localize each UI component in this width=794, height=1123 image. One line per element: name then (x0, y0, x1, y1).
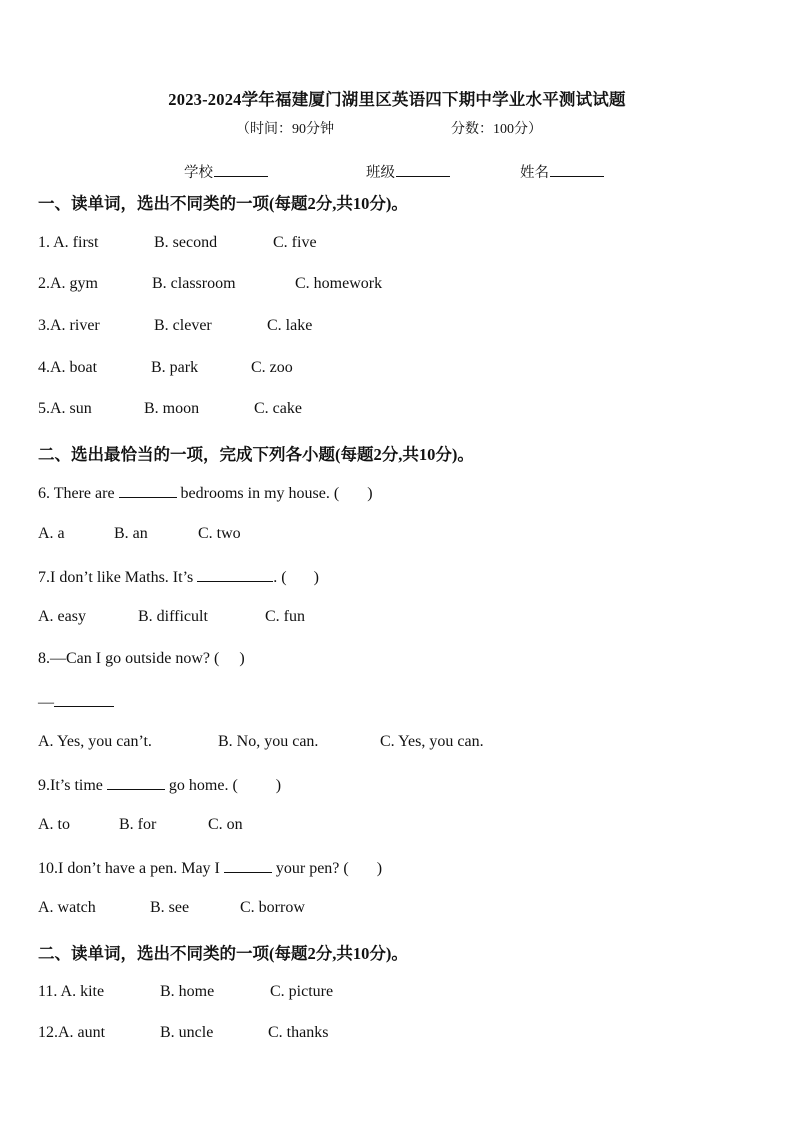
exam-time: （时间：90分钟 (236, 122, 334, 137)
option-a[interactable]: A. easy (38, 608, 86, 625)
question-stem (38, 858, 382, 878)
option-a[interactable]: 12.A. aunt (38, 1024, 106, 1041)
stem-text: 6. There are (38, 485, 119, 502)
option-c[interactable]: C. on (208, 816, 243, 833)
option-b[interactable]: B. for (119, 816, 157, 833)
stem-text: 7.I don’t like Maths. It’s (38, 569, 198, 586)
answer-blank[interactable] (107, 775, 165, 790)
class-field[interactable] (366, 161, 450, 182)
answer-blank[interactable] (119, 483, 177, 498)
stem-text: bedrooms in my house. ( (176, 485, 340, 502)
option-c[interactable]: C. Yes, you can. (380, 733, 484, 750)
school-field[interactable] (184, 161, 268, 182)
option-a[interactable]: 2.A. gym (38, 275, 98, 292)
answer-blank[interactable] (54, 692, 114, 707)
option-b[interactable]: B. classroom (152, 275, 236, 292)
name-field[interactable] (520, 161, 604, 182)
question-stem (38, 650, 245, 668)
option-c[interactable]: C. fun (265, 608, 305, 625)
option-c[interactable]: C. borrow (240, 899, 305, 916)
option-b[interactable]: B. moon (144, 400, 200, 417)
stem-text: 10.I don’t have a pen. May I (38, 860, 224, 877)
option-b[interactable]: B. difficult (138, 608, 208, 625)
option-a[interactable]: 5.A. sun (38, 400, 92, 417)
answer-blank[interactable] (197, 567, 273, 582)
option-a[interactable]: 1. A. first (38, 234, 99, 251)
option-b[interactable]: B. park (151, 359, 199, 376)
option-c[interactable]: C. lake (267, 317, 313, 334)
question-stem (38, 483, 373, 503)
section-heading-1: 一、读单词，选出不同类的一项(每题2分,共10分)。 (38, 194, 408, 213)
option-c[interactable]: C. picture (270, 983, 334, 1000)
option-b[interactable]: B. see (150, 899, 190, 916)
option-a[interactable]: 11. A. kite (38, 983, 105, 1000)
option-c[interactable]: C. zoo (251, 359, 293, 376)
option-a[interactable]: A. Yes, you can’t. (38, 733, 152, 750)
option-a[interactable]: A. watch (38, 899, 96, 916)
option-b[interactable]: B. home (160, 983, 215, 1000)
option-b[interactable]: B. uncle (160, 1024, 214, 1041)
stem-text: ) (275, 777, 282, 794)
section-heading-2: 二、选出最恰当的一项，完成下列各小题(每题2分,共10分)。 (38, 445, 474, 464)
stem-text: ) (367, 485, 373, 502)
option-b[interactable]: B. No, you can. (218, 733, 319, 750)
option-b[interactable]: B. second (154, 234, 218, 251)
stem-text: 9.It’s time (38, 777, 107, 794)
class-label: 班级 (366, 165, 395, 181)
class-blank[interactable] (396, 162, 450, 177)
dialogue-reply (38, 692, 114, 712)
school-blank[interactable] (214, 162, 268, 177)
name-blank[interactable] (550, 162, 604, 177)
option-c[interactable]: C. five (273, 234, 317, 251)
exam-score: 分数：100分） (451, 122, 542, 137)
stem-text: 8.—Can I go outside now? ( (38, 650, 220, 667)
stem-text: ) (376, 860, 383, 877)
stem-text: ) (239, 650, 245, 667)
name-label: 姓名 (520, 165, 549, 181)
option-b[interactable]: B. clever (154, 317, 212, 334)
stem-text: go home. ( (164, 777, 238, 794)
option-b[interactable]: B. an (114, 525, 148, 542)
option-c[interactable]: C. homework (295, 275, 383, 292)
school-label: 学校 (184, 165, 213, 181)
stem-text: ) (313, 569, 319, 586)
answer-blank[interactable] (224, 858, 272, 873)
question-stem (38, 567, 319, 587)
option-a[interactable]: 4.A. boat (38, 359, 98, 376)
question-stem (38, 775, 281, 795)
option-c[interactable]: C. cake (254, 400, 302, 417)
option-a[interactable]: A. to (38, 816, 70, 833)
option-c[interactable]: C. two (198, 525, 241, 542)
dash-mark: — (38, 694, 54, 711)
option-a[interactable]: 3.A. river (38, 317, 100, 334)
option-a[interactable]: A. a (38, 525, 65, 542)
stem-text: your pen? ( (271, 860, 349, 877)
exam-title: 2023-2024学年福建厦门湖里区英语四下期中学业水平测试试题 (168, 90, 626, 109)
section-heading-3: 二、读单词，选出不同类的一项(每题2分,共10分)。 (38, 944, 408, 963)
stem-text: . ( (273, 569, 287, 586)
option-c[interactable]: C. thanks (268, 1024, 329, 1041)
